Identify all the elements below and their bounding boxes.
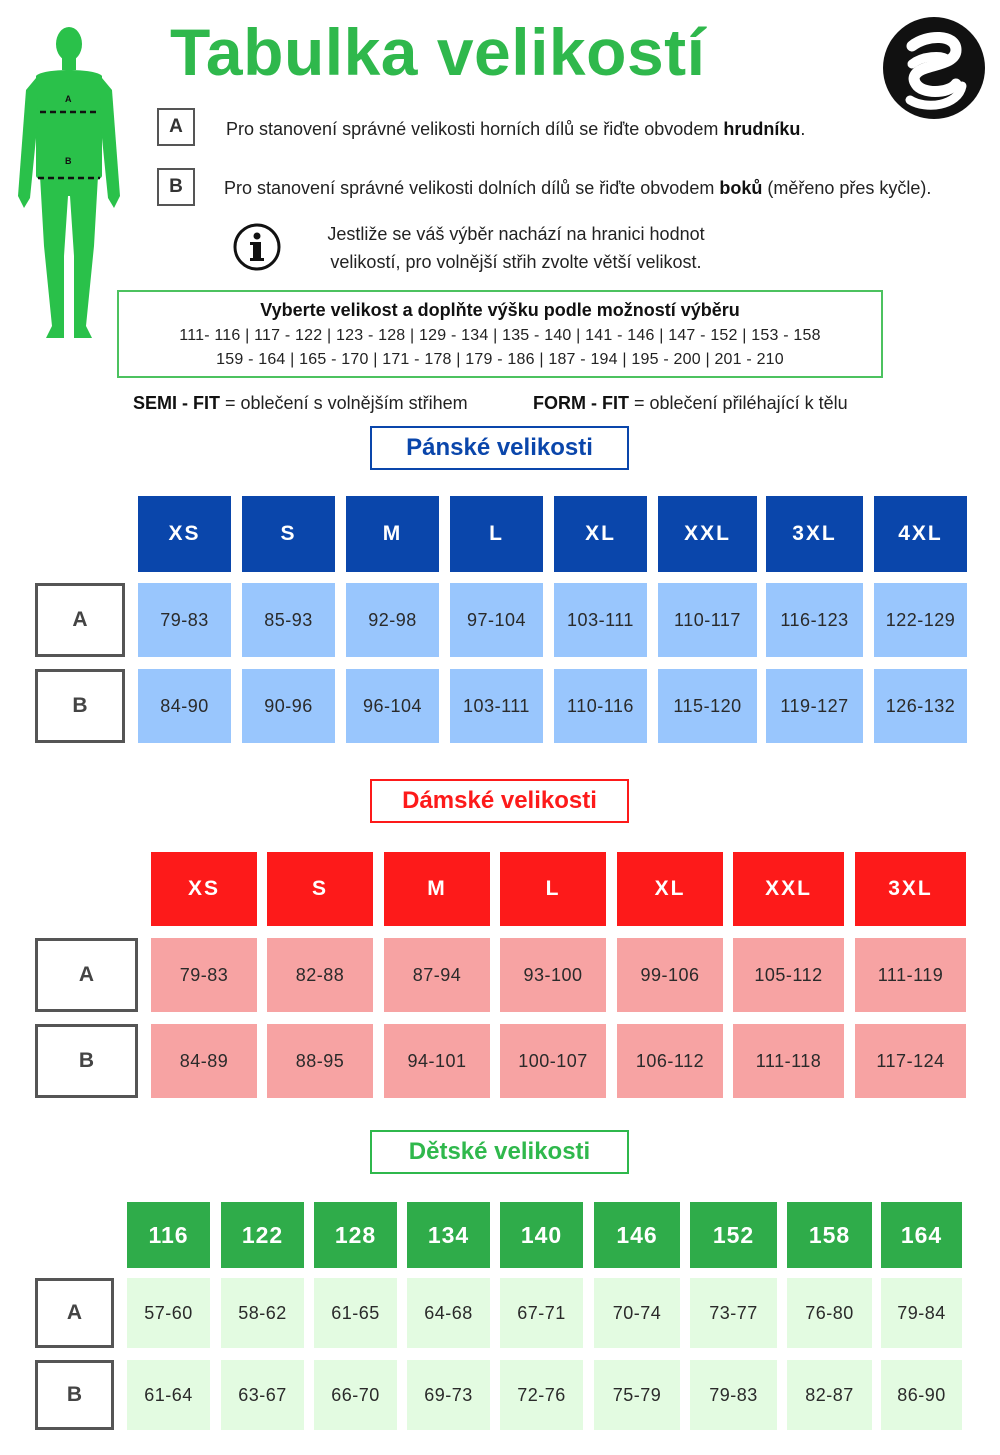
men-size-cell: 85-93 — [242, 583, 335, 657]
kids-size-cell: 75-79 — [594, 1360, 680, 1430]
semi-fit-legend — [133, 393, 468, 414]
women-size-cell: 94-101 — [384, 1024, 490, 1098]
kids-size-cell: 69-73 — [407, 1360, 490, 1430]
kids-size-cell: 63-67 — [221, 1360, 304, 1430]
kids-size-header-2: 128 — [314, 1202, 397, 1268]
kids-row-label-a: A — [35, 1278, 114, 1348]
men-size-cell: 126-132 — [874, 669, 967, 743]
men-size-header-3: L — [450, 496, 543, 572]
kids-size-cell: 57-60 — [127, 1278, 210, 1348]
men-size-cell: 122-129 — [874, 583, 967, 657]
women-size-cell: 88-95 — [267, 1024, 373, 1098]
kids-size-header-3: 134 — [407, 1202, 490, 1268]
men-size-header-5: XXL — [658, 496, 757, 572]
kids-size-header-1: 122 — [221, 1202, 304, 1268]
men-sizes-title: Pánské velikosti — [370, 426, 629, 470]
info-note — [296, 220, 736, 276]
form-fit-label: FORM - FIT — [533, 393, 629, 413]
women-size-cell: 79-83 — [151, 938, 257, 1012]
kids-size-header-5: 146 — [594, 1202, 680, 1268]
form-fit-text: = oblečení přiléhající k tělu — [628, 393, 848, 413]
height-options-box — [117, 290, 883, 378]
kids-size-cell: 72-76 — [500, 1360, 583, 1430]
kids-size-cell: 67-71 — [500, 1278, 583, 1348]
women-size-header-0: XS — [151, 852, 257, 926]
men-size-header-1: S — [242, 496, 335, 572]
women-size-cell: 111-119 — [855, 938, 966, 1012]
men-size-cell: 115-120 — [658, 669, 757, 743]
info-line-2: velikostí, pro volnější střih zvolte větší velikost. — [330, 252, 702, 272]
kids-sizes-title: Dětské velikosti — [370, 1130, 629, 1174]
key-box-a: A — [157, 108, 195, 146]
women-size-header-5: XXL — [733, 852, 844, 926]
kids-size-cell: 61-64 — [127, 1360, 210, 1430]
men-size-header-4: XL — [554, 496, 647, 572]
women-size-cell: 87-94 — [384, 938, 490, 1012]
brand-b-logo-icon — [882, 16, 986, 120]
women-size-cell: 82-88 — [267, 938, 373, 1012]
men-size-cell: 103-111 — [554, 583, 647, 657]
figure-mark-a: A — [65, 94, 72, 104]
men-size-cell: 84-90 — [138, 669, 231, 743]
kids-size-cell: 76-80 — [787, 1278, 872, 1348]
men-size-cell: 119-127 — [766, 669, 863, 743]
kids-size-header-8: 164 — [881, 1202, 962, 1268]
note-lower — [224, 178, 931, 199]
kids-size-cell: 79-84 — [881, 1278, 962, 1348]
kids-size-header-0: 116 — [127, 1202, 210, 1268]
men-size-cell: 116-123 — [766, 583, 863, 657]
men-row-label-a: A — [35, 583, 125, 657]
women-size-cell: 106-112 — [617, 1024, 723, 1098]
note-upper — [226, 119, 805, 140]
semi-fit-label: SEMI - FIT — [133, 393, 220, 413]
key-box-b: B — [157, 168, 195, 206]
kids-size-header-4: 140 — [500, 1202, 583, 1268]
women-size-header-3: L — [500, 852, 606, 926]
kids-size-cell: 73-77 — [690, 1278, 777, 1348]
women-size-cell: 117-124 — [855, 1024, 966, 1098]
men-row-label-b: B — [35, 669, 125, 743]
body-measurement-figure-icon — [12, 26, 127, 341]
kids-size-cell: 58-62 — [221, 1278, 304, 1348]
women-size-cell: 93-100 — [500, 938, 606, 1012]
height-options-title: Vyberte velikost a doplňte výšku podle možností výběru — [260, 300, 740, 320]
men-size-cell: 96-104 — [346, 669, 439, 743]
men-size-cell: 110-116 — [554, 669, 647, 743]
semi-fit-text: = oblečení s volnějším střihem — [220, 393, 468, 413]
info-icon — [232, 222, 282, 272]
page-title: Tabulka velikostí — [170, 15, 706, 89]
kids-size-header-7: 158 — [787, 1202, 872, 1268]
men-size-header-0: XS — [138, 496, 231, 572]
note-upper-suffix: . — [800, 119, 806, 139]
women-size-cell: 84-89 — [151, 1024, 257, 1098]
kids-size-cell: 66-70 — [314, 1360, 397, 1430]
kids-size-cell: 70-74 — [594, 1278, 680, 1348]
note-lower-bold: boků — [719, 178, 763, 198]
women-size-cell: 105-112 — [733, 938, 844, 1012]
kids-size-header-6: 152 — [690, 1202, 777, 1268]
women-size-cell: 111-118 — [733, 1024, 844, 1098]
women-size-header-4: XL — [617, 852, 723, 926]
men-size-cell: 97-104 — [450, 583, 543, 657]
height-options-line-1: 111- 116 | 117 - 122 | 123 - 128 | 129 - 134 | 135 - 140 | 141 - 146 | 147 - 152 | 153 - 158 — [179, 327, 821, 344]
form-fit-legend — [533, 393, 848, 414]
men-size-header-2: M — [346, 496, 439, 572]
kids-size-cell: 86-90 — [881, 1360, 962, 1430]
women-size-header-1: S — [267, 852, 373, 926]
men-size-header-6: 3XL — [766, 496, 863, 572]
women-row-label-a: A — [35, 938, 138, 1012]
women-size-header-6: 3XL — [855, 852, 966, 926]
men-size-cell: 103-111 — [450, 669, 543, 743]
women-size-cell: 99-106 — [617, 938, 723, 1012]
women-row-label-b: B — [35, 1024, 138, 1098]
height-options-line-2: 159 - 164 | 165 - 170 | 171 - 178 | 179 - 186 | 187 - 194 | 195 - 200 | 201 - 210 — [216, 351, 784, 368]
note-lower-suffix: (měřeno přes kyčle). — [762, 178, 932, 198]
men-size-cell: 79-83 — [138, 583, 231, 657]
note-upper-text: Pro stanovení správné velikosti horních dílů se řiďte obvodem — [226, 119, 724, 139]
men-size-cell: 92-98 — [346, 583, 439, 657]
figure-mark-b: B — [65, 156, 72, 166]
women-size-header-2: M — [384, 852, 490, 926]
kids-row-label-b: B — [35, 1360, 114, 1430]
note-lower-text: Pro stanovení správné velikosti dolních dílů se řiďte obvodem — [224, 178, 720, 198]
note-upper-bold: hrudníku — [723, 119, 801, 139]
men-size-header-7: 4XL — [874, 496, 967, 572]
kids-size-cell: 82-87 — [787, 1360, 872, 1430]
kids-size-cell: 61-65 — [314, 1278, 397, 1348]
kids-size-cell: 79-83 — [690, 1360, 777, 1430]
men-size-cell: 90-96 — [242, 669, 335, 743]
women-size-cell: 100-107 — [500, 1024, 606, 1098]
kids-size-cell: 64-68 — [407, 1278, 490, 1348]
info-line-1: Jestliže se váš výběr nachází na hranici hodnot — [327, 224, 705, 244]
women-sizes-title: Dámské velikosti — [370, 779, 629, 823]
men-size-cell: 110-117 — [658, 583, 757, 657]
